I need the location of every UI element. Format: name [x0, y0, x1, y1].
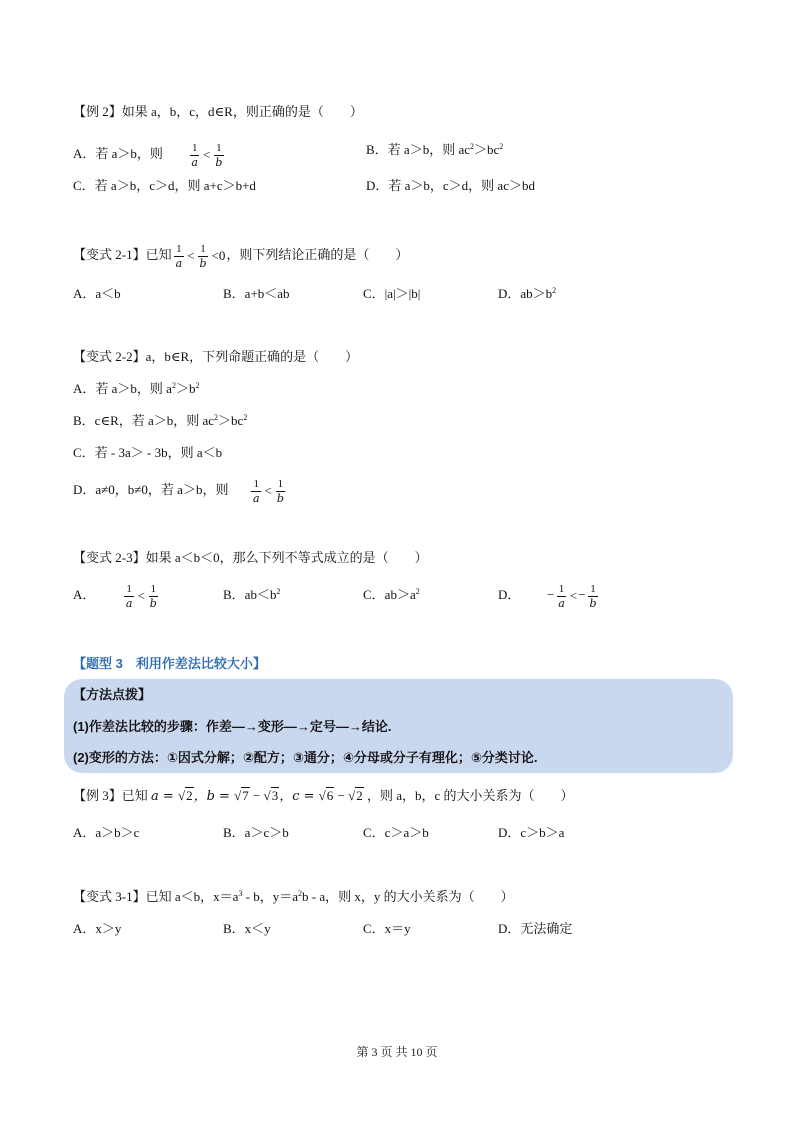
variant-2-2-option-a[interactable]: A．若 a＞b，则 $a^2>b^2$: [73, 381, 200, 396]
example-2-option-b[interactable]: B．若 a＞b，则 $ac^2>bc^2$: [366, 142, 504, 157]
variant-2-1-option-c[interactable]: C．|a|＞|b|: [363, 286, 421, 301]
example-3-question: 【例 3】已知 a = √2，b = √7 − √3，c = √6 − √2 ，则 a，b，c 的大小关系为（ ）: [73, 788, 574, 804]
variant-3-1-option-c[interactable]: C．x＝y: [363, 921, 411, 936]
fraction-1-over-b: $\frac{1}{b}$: [215, 141, 223, 169]
variant-2-2-option-d[interactable]: D．a≠0，b≠0，若 a＞b，则 $\frac{1}{a}$ < $\frac{1}{b}$: [73, 477, 284, 505]
variant-3-1-option-a[interactable]: A．x＞y: [73, 921, 122, 936]
variant-2-2-question: 【变式 2-2】a，b∈R，下列命题正确的是（ ）: [73, 349, 359, 364]
page-number-footer: 第 3 页 共 10 页: [356, 1045, 438, 1059]
section-3-heading: 【题型 3 利用作差法比较大小】: [73, 656, 266, 671]
variant-2-3-option-a[interactable]: A． $\frac{1}{a}$ < $\frac{1}{b}$: [73, 582, 157, 610]
fraction-1-over-a: $\frac{1}{a}$: [191, 141, 198, 169]
example-2-question: 【例 2】如果 a，b，c，d∈R，则正确的是（ ）: [73, 104, 363, 119]
variant-3-1-option-d[interactable]: D．无法确定: [498, 921, 573, 936]
variant-2-1-option-b[interactable]: B．a+b＜ab: [223, 286, 290, 301]
variant-2-3-option-d[interactable]: D． − $\frac{1}{a}$ <− $\frac{1}{b}$: [498, 582, 597, 610]
example-3-option-c[interactable]: C．c＞a＞b: [363, 825, 429, 840]
method-tip-1: (1)作差法比较的步骤：作差—→变形—→定号—→结论.: [73, 719, 392, 734]
variant-2-3-option-b[interactable]: B．$ab<b^2$: [223, 587, 281, 602]
example-3-option-d[interactable]: D．c＞b＞a: [498, 825, 565, 840]
example-2-option-c[interactable]: C．若 a＞b，c＞d，则 a+c＞b+d: [73, 178, 256, 193]
variant-2-1-question: 【变式 2-1】已知 $\frac{1}{a}$ < $\frac{1}{b}$ <0，则下列结论正确的是（ ）: [73, 242, 409, 270]
variant-2-2-option-b[interactable]: B．c∈R，若 a＞b，则 $ac^2>bc^2$: [73, 413, 248, 428]
example-3-option-a[interactable]: A．a＞b＞c: [73, 825, 140, 840]
example-2-option-a[interactable]: A．若 a＞b，则 $\frac{1}{a}$ < $\frac{1}{b}$: [73, 141, 223, 169]
variant-2-3-option-c[interactable]: C．$ab>a^2$: [363, 587, 420, 602]
example-3-option-b[interactable]: B．a＞c＞b: [223, 825, 289, 840]
variant-3-1-option-b[interactable]: B．x＜y: [223, 921, 271, 936]
variant-2-3-question: 【变式 2-3】如果 a＜b＜0，那么下列不等式成立的是（ ）: [73, 550, 428, 565]
method-tips-title: 【方法点拨】: [73, 687, 152, 702]
example-2-option-d[interactable]: D．若 a＞b，c＞d，则 ac＞bd: [366, 178, 535, 193]
variant-2-1-option-a[interactable]: A．a＜b: [73, 286, 121, 301]
method-tip-2: (2)变形的方法：①因式分解；②配方；③通分；④分母或分子有理化；⑤分类讨论.: [73, 750, 538, 765]
variant-3-1-question: 【变式 3-1】已知 a＜b，$x=a^3 - b$，$y=a^2b - a$，则 x，y 的大小关系为（ ）: [73, 889, 514, 904]
variant-2-1-option-d[interactable]: D．$ab>b^2$: [498, 286, 557, 301]
variant-2-2-option-c[interactable]: C．若 - 3a＞ - 3b，则 a＜b: [73, 445, 223, 460]
